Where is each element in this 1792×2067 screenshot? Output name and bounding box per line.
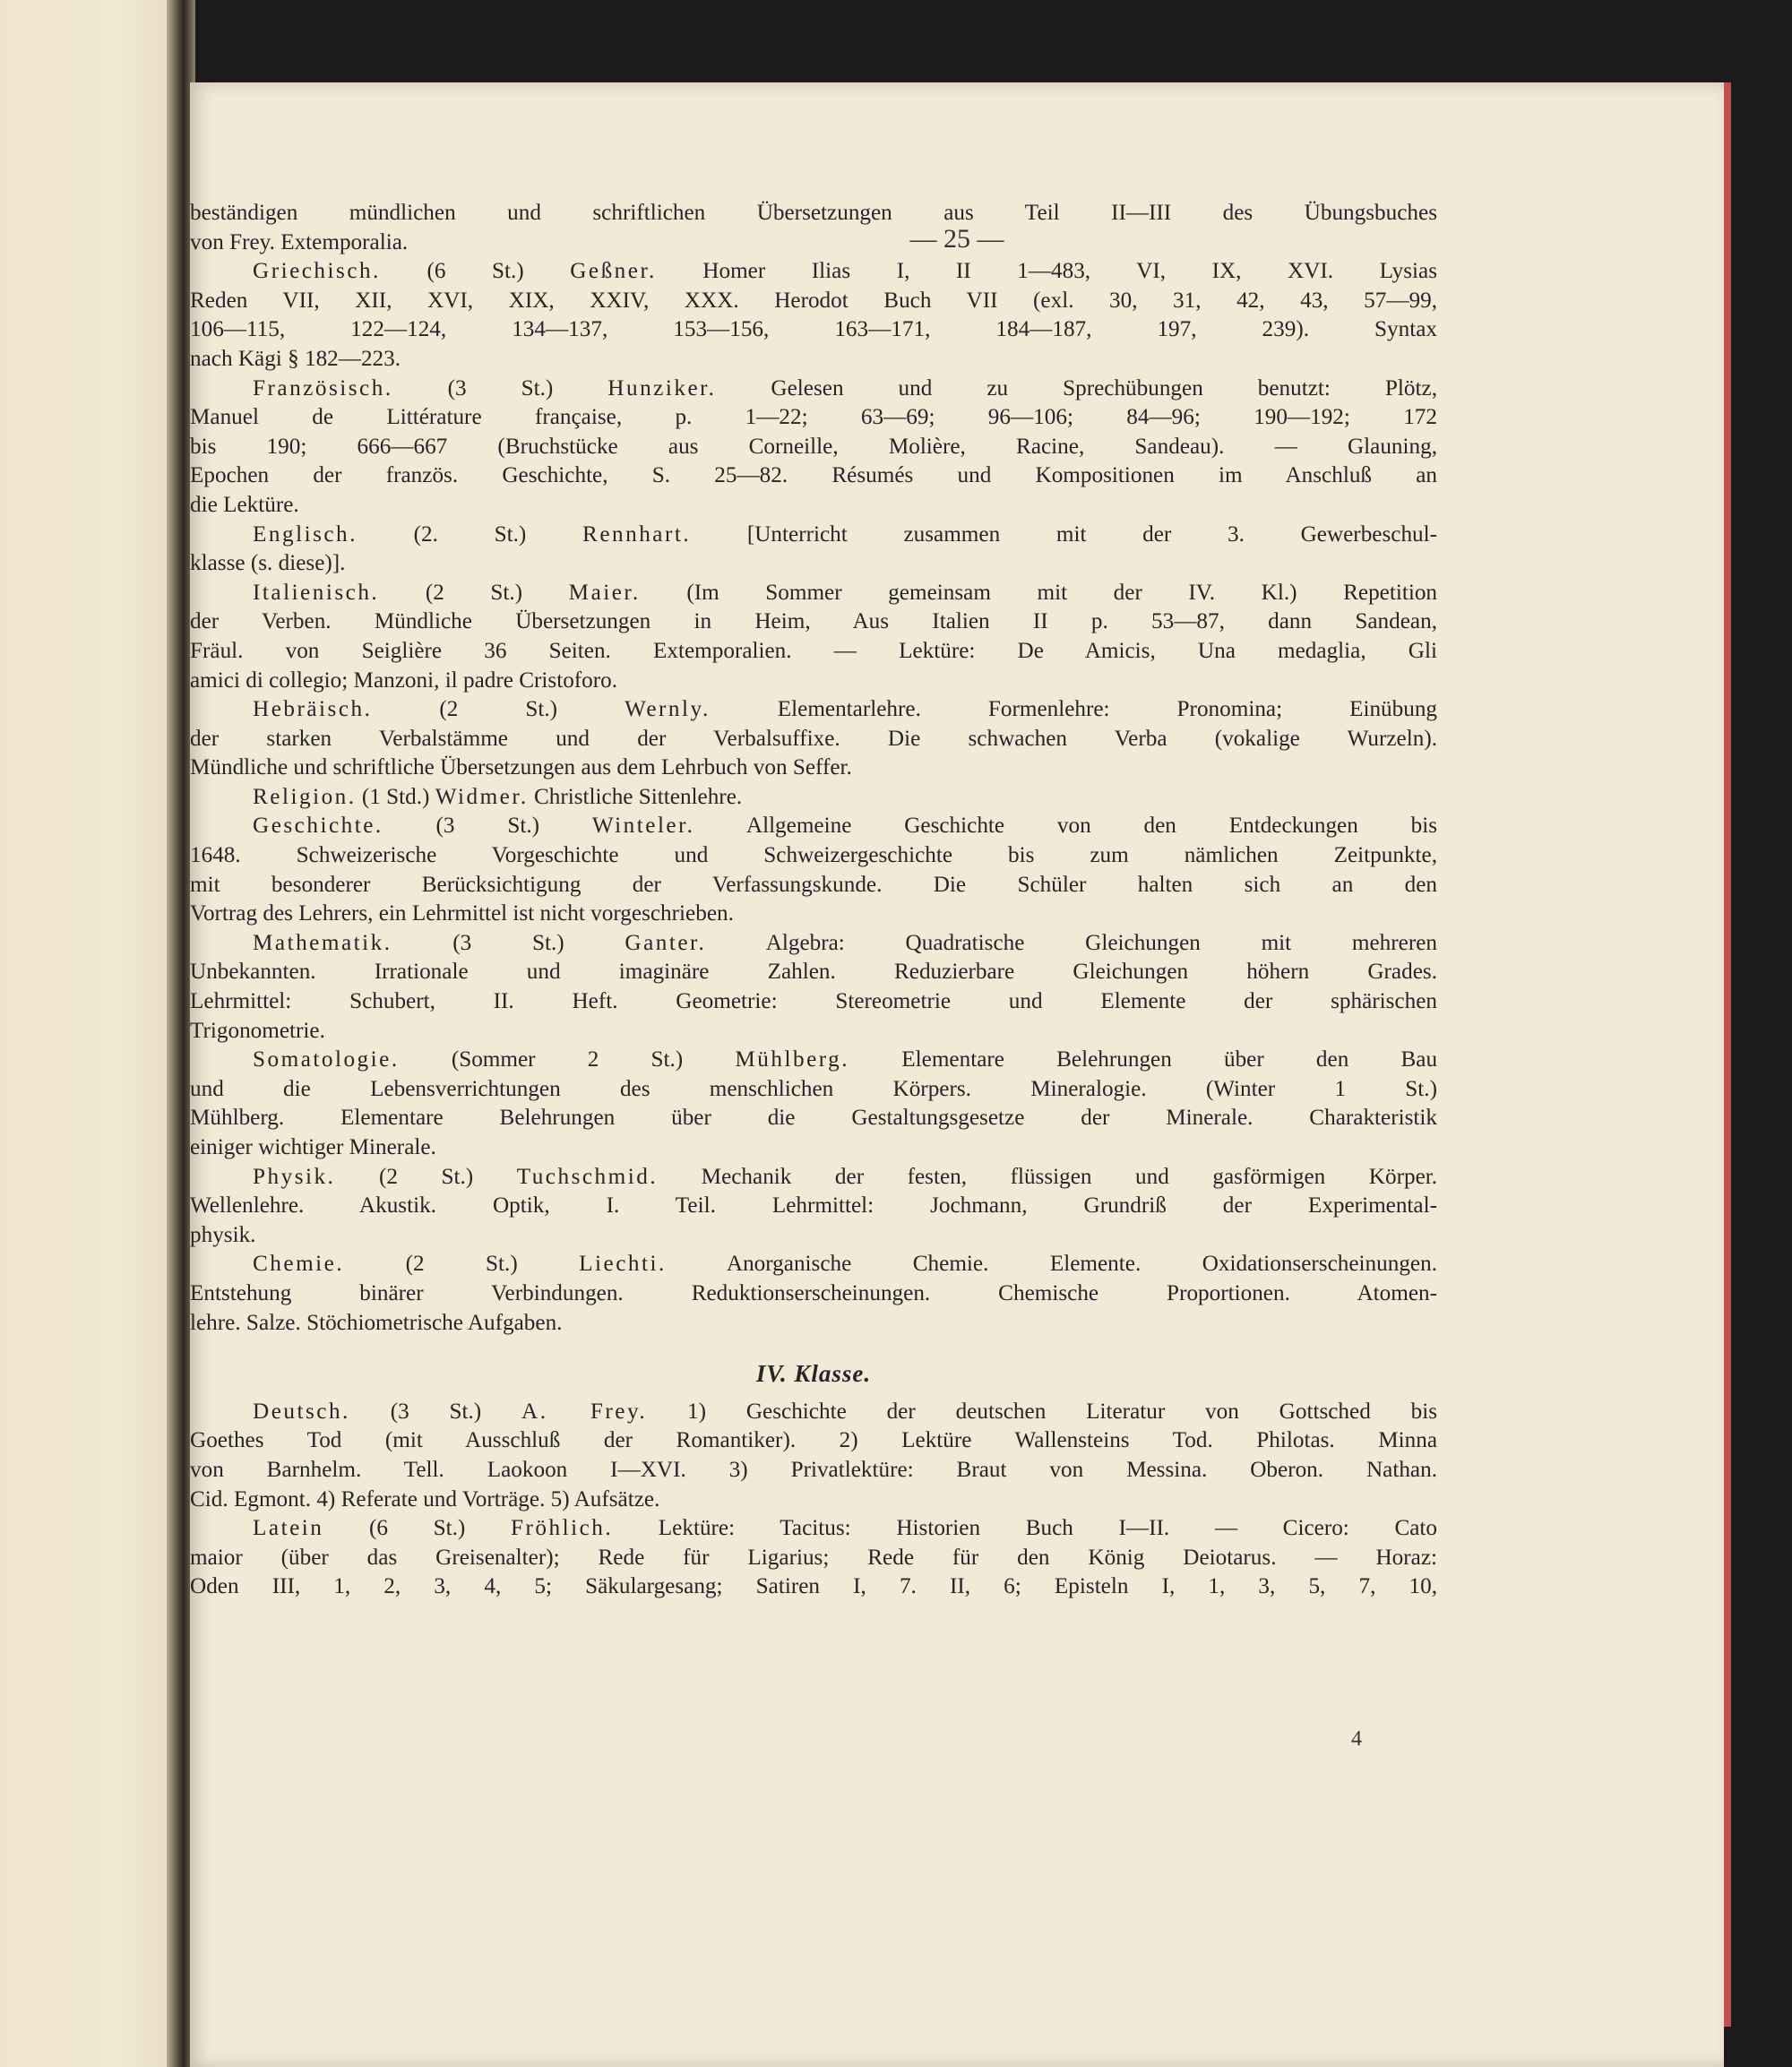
text-line: Mündliche und schriftliche Übersetzungen aus dem Lehrbuch von Seffer. <box>190 755 852 780</box>
scan-margin-right <box>1731 82 1792 2067</box>
subject-teacher: Tuchschmid. <box>516 1164 659 1189</box>
text-line: Mühlberg. Elementare Belehrungen über die Gestaltungsgesetze der Minerale. Charakteristik <box>190 1106 1437 1131</box>
subject-hours: (2 St.) <box>378 1164 474 1189</box>
subject-name: Griechisch. <box>253 259 381 284</box>
text-line: Vortrag des Lehrers, ein Lehrmittel ist nicht vorgeschrieben. <box>190 901 734 926</box>
subject-griechisch <box>190 257 1437 374</box>
subject-hours: (6 St.) <box>369 1516 466 1541</box>
subject-hours: (2. St.) <box>413 521 527 547</box>
subject-name: Latein <box>253 1516 324 1541</box>
page-number: — 25 — <box>909 224 1004 254</box>
text-line: Anorganische Chemie. Elemente. Oxidationserscheinungen. <box>726 1252 1437 1277</box>
text-line: Reden VII, XII, XVI, XIX, XXIV, XXX. Herodot Buch VII (exl. 30, 31, 42, 43, 57—99, <box>190 288 1437 313</box>
text-line: (Im Sommer gemeinsam mit der IV. Kl.) Repetition <box>686 580 1438 605</box>
subject-name: Italienisch. <box>253 580 380 605</box>
signature-mark: 4 <box>1351 1727 1362 1751</box>
text-line: Epochen der französ. Geschichte, S. 25—82. Résumés und Kompositionen im Anschluß an <box>190 463 1437 488</box>
subject-name: Hebräisch. <box>253 697 373 722</box>
text-line: der starken Verbalstämme und der Verbalsuffixe. Die schwachen Verba (vokalige Wurzeln). <box>190 726 1437 751</box>
text-line: Oden III, 1, 2, 3, 4, 5; Säkulargesang; Satiren I, 7. II, 6; Episteln I, 1, 3, 5, 7, 10, <box>190 1574 1437 1599</box>
text-line: der Verben. Mündliche Übersetzungen in Heim, Aus Italien II p. 53—87, dann Sandean, <box>190 609 1437 634</box>
subject-teacher: Maier. <box>568 580 641 605</box>
subject-geschichte <box>190 812 1437 928</box>
text-line: Mechanik der festen, flüssigen und gasförmigen Körper. <box>701 1164 1438 1189</box>
text-line: Homer Ilias I, II 1—483, VI, IX, XVI. Lysias <box>702 259 1438 284</box>
subject-hours: (3 St.) <box>390 1399 482 1424</box>
text-line: [Unterricht zusammen mit der 3. Gewerbeschul- <box>746 521 1438 547</box>
text-line: beständigen mündlichen und schriftlichen Übersetzungen aus Teil II—III des Übungsbuches <box>190 201 1437 225</box>
text-line: Fräul. von Seiglière 36 Seiten. Extemporalien. — Lektüre: De Amicis, Una medaglia, Gli <box>190 638 1437 663</box>
subject-somatologie <box>190 1046 1437 1162</box>
text-line: Cid. Egmont. 4) Referate und Vorträge. 5) Aufsätze. <box>190 1486 660 1511</box>
subject-hours: (2 St.) <box>425 580 523 605</box>
subject-hours: (2 St.) <box>405 1252 518 1277</box>
subject-name: Geschichte. <box>253 814 383 839</box>
text-line: Algebra: Quadratische Gleichungen mit mehreren <box>765 930 1437 955</box>
text-line: 1648. Schweizerische Vorgeschichte und Schweizergeschichte bis zum nämlichen Zeitpunkte, <box>190 843 1437 868</box>
text-line: Trigonometrie. <box>190 1018 325 1043</box>
subject-latein <box>190 1514 1437 1602</box>
subject-teacher: Widmer. <box>435 784 529 809</box>
text-line: Unbekannten. Irrationale und imaginäre Zahlen. Reduzierbare Gleichungen höhern Grades. <box>190 960 1437 985</box>
page-edge-red <box>1724 82 1731 2027</box>
text-line: Goethes Tod (mit Ausschluß der Romantiker). 2) Lektüre Wallensteins Tod. Philotas. Minna <box>190 1428 1437 1453</box>
text-line: Allgemeine Geschichte von den Entdeckungen bis <box>745 814 1438 839</box>
subject-name: Französisch. <box>253 375 393 400</box>
text-line: Gelesen und zu Sprechübungen benutzt: Plötz, <box>771 375 1437 400</box>
subject-englisch <box>190 521 1437 579</box>
subject-physik <box>190 1163 1437 1251</box>
subject-teacher: Fröhlich. <box>510 1516 614 1541</box>
subject-hours: (6 St.) <box>426 259 524 284</box>
text-line: Lehrmittel: Schubert, II. Heft. Geometrie: Stereometrie und Elemente der sphärischen <box>190 989 1437 1014</box>
text-line: Wellenlehre. Akustik. Optik, I. Teil. Lehrmittel: Jochmann, Grundriß der Experimental- <box>190 1193 1437 1219</box>
subject-deutsch <box>190 1398 1437 1514</box>
text-line: Lektüre: Tacitus: Historien Buch I—II. — Cicero: Cato <box>658 1516 1438 1541</box>
subject-hours: (3 St.) <box>452 930 564 955</box>
subject-chemie <box>190 1250 1437 1338</box>
subject-teacher: Ganter. <box>625 930 707 955</box>
subject-franzoesisch <box>190 375 1437 521</box>
subject-religion <box>190 783 1437 813</box>
subject-name: Somatologie. <box>253 1047 400 1072</box>
text-line: von Frey. Extemporalia. <box>190 229 409 254</box>
text-line: klasse (s. diese)]. <box>190 551 346 576</box>
subject-teacher: Liechti. <box>579 1252 667 1277</box>
subject-teacher: Rennhart. <box>582 521 692 547</box>
text-line: Elementare Belehrungen über den Bau <box>901 1047 1438 1072</box>
text-line: 106—115, 122—124, 134—137, 153—156, 163—171, 184—187, 197, 239). Syntax <box>190 317 1437 342</box>
facing-page-edge <box>0 0 174 2067</box>
subject-name: Chemie. <box>253 1252 345 1277</box>
text-line: von Barnhelm. Tell. Laokoon I—XVI. 3) Privatlektüre: Braut von Messina. Oberon. Nathan. <box>190 1457 1437 1482</box>
body-text <box>190 199 1437 1602</box>
subject-hebraeisch <box>190 695 1437 783</box>
subject-teacher: Mühlberg. <box>735 1047 850 1072</box>
text-line: Christliche Sittenlehre. <box>533 784 743 809</box>
subject-teacher: Geßner. <box>570 259 657 284</box>
text-line: und die Lebensverrichtungen des menschlichen Körpers. Mineralogie. (Winter 1 St.) <box>190 1076 1437 1101</box>
text-line: mit besonderer Berücksichtigung der Verfassungskunde. Die Schüler halten sich an den <box>190 872 1437 897</box>
subject-teacher: Hunziker. <box>607 375 717 400</box>
text-line: amici di collegio; Manzoni, il padre Cristoforo. <box>190 667 618 693</box>
text-line: Manuel de Littérature française, p. 1—22; 63—69; 96—106; 84—96; 190—192; 172 <box>190 405 1437 430</box>
text-line: bis 190; 666—667 (Bruchstücke aus Corneille, Molière, Racine, Sandeau). — Glauning, <box>190 434 1437 459</box>
subject-mathematik <box>190 929 1437 1046</box>
subject-name: Englisch. <box>253 521 358 547</box>
subject-teacher: Winteler. <box>591 814 695 839</box>
subject-name: Deutsch. <box>253 1399 350 1424</box>
text-line: Elementarlehre. Formenlehre: Pronomina; Einübung <box>777 697 1438 722</box>
text-line: nach Kägi § 182—223. <box>190 346 401 371</box>
subject-teacher: Wernly. <box>625 697 711 722</box>
text-line: maior (über das Greisenalter); Rede für Ligarius; Rede für den König Deiotarus. — Horaz: <box>190 1545 1437 1570</box>
intro-paragraph <box>190 199 1437 257</box>
section-heading-klasse-iv: IV. Klasse. <box>755 1360 872 1388</box>
text-line: physik. <box>190 1222 256 1247</box>
text-line: die Lektüre. <box>190 492 299 517</box>
subject-name: Mathematik. <box>253 930 392 955</box>
subject-hours: (1 Std.) <box>361 784 430 809</box>
subject-italienisch <box>190 579 1437 695</box>
subject-name: Physik. <box>253 1164 336 1189</box>
subject-teacher: A. Frey. <box>521 1399 648 1424</box>
text-line: Entstehung binärer Verbindungen. Reduktionserscheinungen. Chemische Proportionen. Atomen- <box>190 1280 1437 1305</box>
text-line: lehre. Salze. Stöchiometrische Aufgaben. <box>190 1310 563 1335</box>
subject-hours: (3 St.) <box>447 375 554 400</box>
text-line: 1) Geschichte der deutschen Literatur von Gottsched bis <box>687 1399 1438 1424</box>
subject-hours: (2 St.) <box>439 697 558 722</box>
subject-hours: (Sommer 2 St.) <box>451 1047 684 1072</box>
subject-name: Religion. <box>253 784 357 809</box>
subject-hours: (3 St.) <box>435 814 540 839</box>
text-line: einiger wichtiger Minerale. <box>190 1135 436 1159</box>
